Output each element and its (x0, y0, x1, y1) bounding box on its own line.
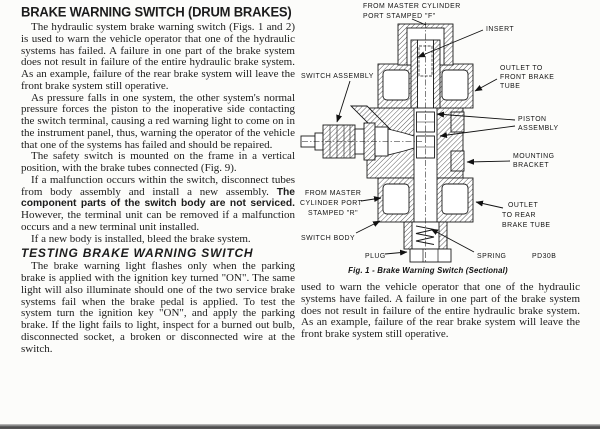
rear-port-cavity-left (383, 184, 409, 214)
paragraph-4-text-after: However, the terminal unit can be removed if a malfunction occurs and a new terminal unit installed. (21, 209, 295, 233)
label-from-master-f-line2: PORT STAMPED "F" (363, 13, 436, 20)
brake-warning-switch-diagram (300, 0, 600, 278)
bold-service-note: The component parts of the switch body are not serviced. (21, 186, 295, 210)
label-insert: INSERT (486, 26, 515, 33)
label-from-master-r-line2: CYLINDER PORT (300, 200, 363, 207)
label-piston-line1: PISTON (518, 116, 547, 123)
leader-mounting-bracket (467, 161, 510, 162)
label-switch-assembly: SWITCH ASSEMBLY (301, 73, 374, 80)
label-from-master-f-line1: FROM MASTER CYLINDER (363, 3, 461, 10)
label-plug: PLUG (365, 253, 386, 260)
label-switch-body: SWITCH BODY (301, 235, 356, 242)
label-outlet-front-line1: OUTLET TO (500, 65, 543, 72)
right-column-text: used to warn the vehicle operator that one of the hydraulic systems have failed. A failure in one part of the brake system does not result in failure of the entire hydraulic brake system. As an example, failure of the rear brake system will leave the front brake system still operative. (301, 281, 580, 341)
label-spring: SPRING (477, 253, 507, 260)
label-outlet-rear-line1: OUTLET (508, 202, 539, 209)
paragraph-4-text: If a malfunction occurs within the switch, disconnect tubes from body assembly and install a new assembly. (21, 173, 295, 198)
subsection-heading: TESTING BRAKE WARNING SWITCH (21, 246, 254, 261)
figure-1 (300, 0, 600, 278)
label-outlet-rear-line2: TO REAR (502, 212, 537, 219)
paragraph-5: If a new body is installed, bleed the brake system. (31, 232, 251, 245)
label-from-master-r-line3: STAMPED "R" (308, 210, 359, 217)
paragraph-1: The hydraulic system brake warning switch (Figs. 1 and 2) is used to warn the vehicle operator that one of the hydraulic systems has failed. A failure in one part of the brake system does not result in failure of the entire hydraulic brake system. As an example, failure of the rear brake system will leave the front brake system still operative. (21, 21, 295, 92)
mounting-bracket-lower-tab (451, 151, 464, 171)
switch-cross-section (301, 22, 473, 262)
leader-switch-body (356, 221, 380, 233)
section-heading: BRAKE WARNING SWITCH (DRUM BRAKES) (21, 4, 292, 20)
label-mounting-line2: BRACKET (513, 162, 550, 169)
leader-outlet-front (475, 79, 497, 91)
leader-outlet-rear (476, 202, 503, 208)
page-edge-scan-artifact (0, 424, 600, 429)
paragraph-4 (21, 175, 295, 234)
rear-port-cavity-right (442, 184, 468, 214)
label-from-master-r-line1: FROM MASTER (305, 190, 362, 197)
label-outlet-rear-line3: BRAKE TUBE (502, 222, 551, 229)
plug-hex (410, 249, 451, 262)
label-outlet-front-line3: TUBE (500, 83, 521, 90)
left-column (21, 4, 295, 355)
leader-plug (385, 252, 407, 254)
paragraph-6: The brake warning light flashes only when the parking brake is applied with the ignition key turned "ON". The same light will also illuminate should one of the two service brake systems fail when the brake pedal is applied. To test the system turn the ignition key "ON", and apply the parking brake. If the light fails to light, inspect for a burned out bulb, disconnected socket, a broken or disconnected wire at the switch. (21, 260, 295, 355)
figure-code: PD30B (532, 253, 557, 260)
label-outlet-front-line2: FRONT BRAKE (500, 74, 555, 81)
figure-caption: Fig. 1 - Brake Warning Switch (Sectional) (348, 266, 508, 275)
front-port-cavity-left (383, 70, 409, 100)
front-port-cavity-right (442, 70, 468, 100)
label-mounting-line1: MOUNTING (513, 153, 555, 160)
leader-switch-assembly (337, 81, 350, 122)
insert-wall-left (411, 40, 418, 108)
paragraph-2: As pressure falls in one system, the other system's normal pressure forces the piston to the inoperative side contacting the switch terminal, causing a red warning light to come on in the instrument panel, thus, warning the operator of the vehicle that one of the systems has failed and should be repaired. (21, 91, 295, 151)
paragraph-3: The safety switch is mounted on the frame in a vertical position, with the brake tubes connected (Fig. 9). (21, 150, 295, 174)
label-piston-line2: ASSEMBLY (518, 125, 559, 132)
